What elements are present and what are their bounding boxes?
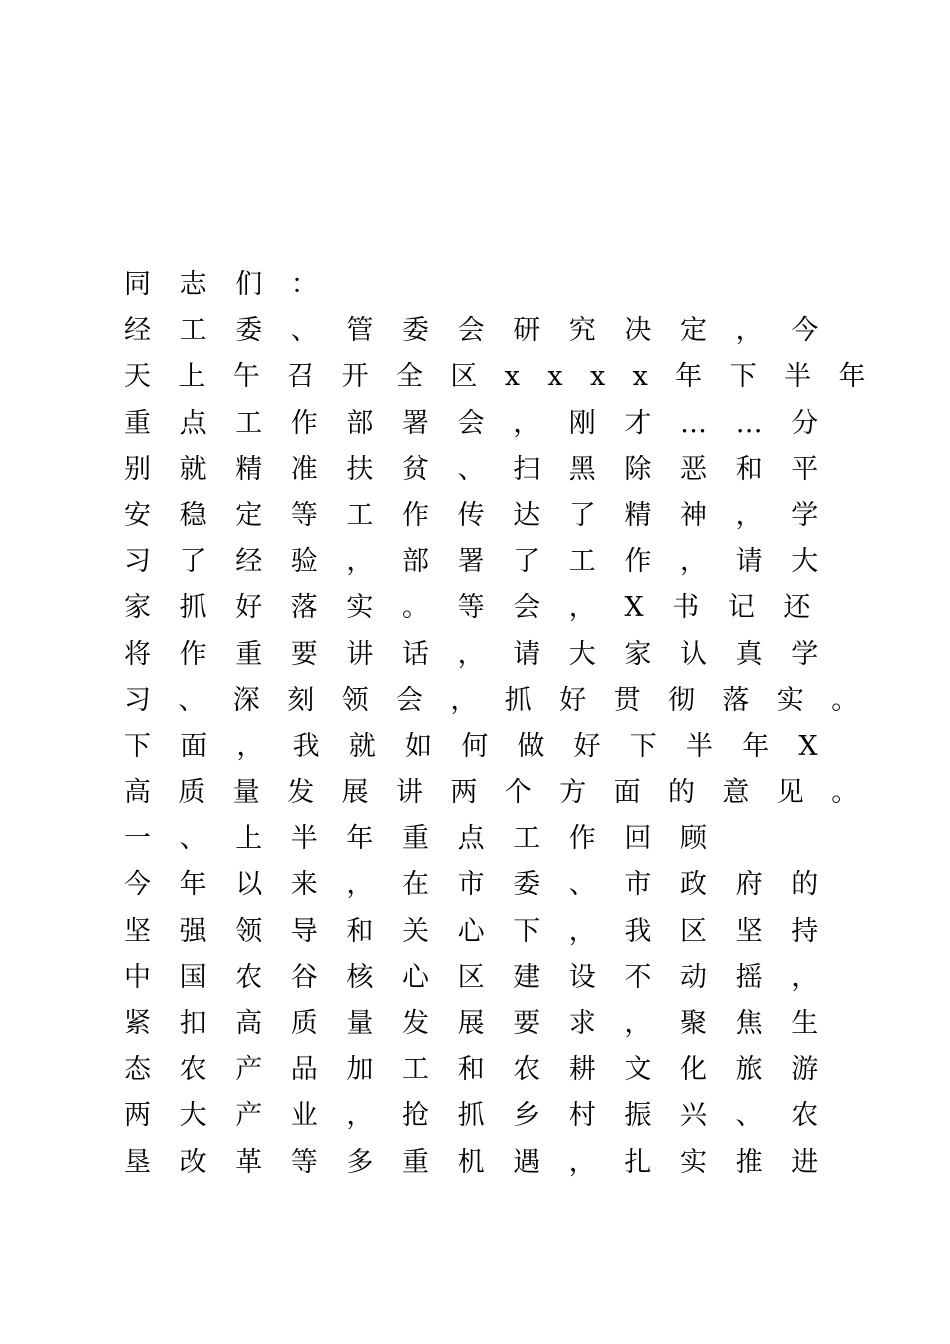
text-line: 经工委、管委会研究决定，今 (124, 315, 847, 347)
text-line: 今年以来，在市委、市政府的 (124, 869, 847, 901)
text-line: 别就精准扶贫、扫黑除恶和平 (124, 453, 847, 485)
salutation-line: 同志们： (124, 269, 347, 300)
text-line: 重点工作部署会，刚才……分 (124, 407, 847, 439)
text-line: 将作重要讲话，请大家认真学 (124, 638, 847, 670)
text-line: 天上午召开全区xxxx年下半年 (124, 361, 893, 393)
text-line: 家抓好落实。等会，X书记还 (124, 592, 840, 624)
text-line: 坚强领导和关心下，我区坚持 (124, 915, 847, 947)
text-line: 习、深刻领会，抓好贯彻落实。 (124, 684, 886, 716)
text-line: 习了经验，部署了工作，请大 (124, 546, 847, 578)
text-line: 中国农谷核心区建设不动摇， (124, 961, 847, 993)
text-line: 紧扣高质量发展要求，聚焦生 (124, 1008, 847, 1039)
text-line: 高质量发展讲两个方面的意见。 (124, 777, 886, 809)
text-line: 态农产品加工和农耕文化旅游 (124, 1054, 847, 1086)
section-heading: 一、上半年重点工作回顾 (124, 823, 736, 855)
text-line: 下面，我就如何做好下半年X (124, 730, 847, 762)
text-line: 两大产业，抢抓乡村振兴、农 (124, 1100, 847, 1132)
text-line: 垦改革等多重机遇，扎实推进 (124, 1146, 847, 1178)
document-body (124, 262, 893, 1186)
text-line: 安稳定等工作传达了精神，学 (124, 499, 847, 531)
